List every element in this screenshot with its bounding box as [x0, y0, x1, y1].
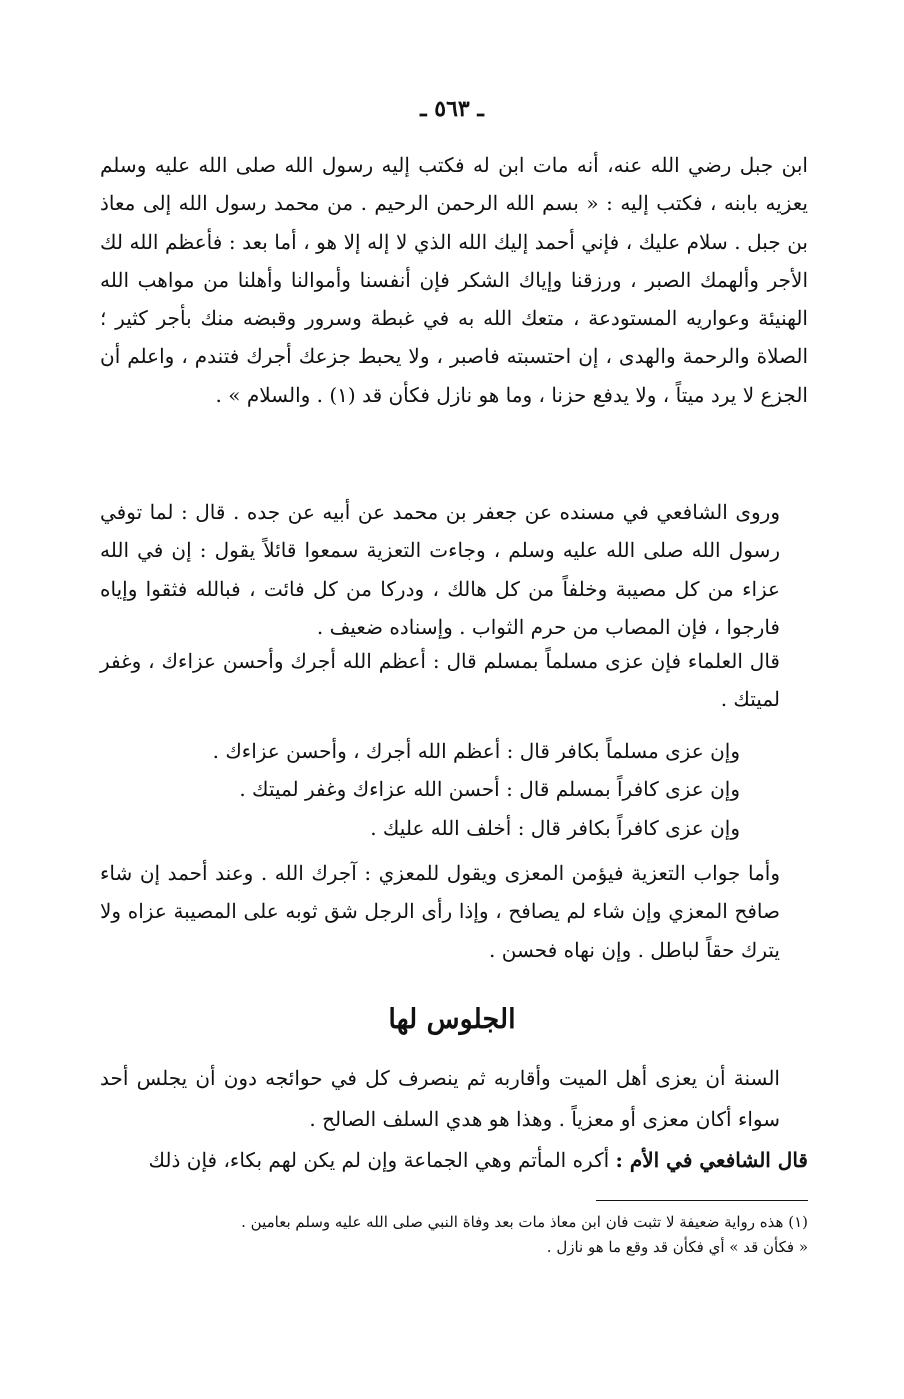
body-paragraph-1 — [100, 146, 808, 414]
body-paragraph-4 — [100, 854, 808, 969]
section-paragraph — [100, 1058, 808, 1181]
paragraph-text: وروى الشافعي في مسنده عن جعفر بن محمد عن أبيه عن جده . قال : لما توفي رسول الله صلى الله عليه وسلم ، وجاءت التعزية سمعوا قائلاً يقول : إن في الله عزاء من كل مصيبة وخلفاً من كل هالك ، ودركا من كل فائت ، فبالله فثقوا وإياه فارجوا ، فإن المصاب من حرم الثواب . وإسناده ضعيف . — [100, 500, 780, 639]
body-paragraph-2 — [100, 493, 808, 646]
footnotes — [100, 1210, 808, 1260]
footnote-item: (١) هذه رواية ضعيفة لا تثبت فان ابن معاذ مات بعد وفاة النبي صلى الله عليه وسلم بعامين . — [241, 1213, 808, 1231]
section-heading: الجلوس لها — [388, 1004, 516, 1035]
page-number: ـ ٥٦٣ ـ — [420, 96, 484, 122]
condolence-cases-list — [140, 732, 740, 847]
list-item: وإن عزى كافراً بمسلم قال : أحسن الله عزاءك وغفر لميتك . — [239, 777, 740, 802]
footnote-item: « فكأن قد » أي فكأن قد وقع ما هو نازل . — [546, 1238, 808, 1256]
paragraph-text: وأما جواب التعزية فيؤمن المعزى ويقول للمعزي : آجرك الله . وعند أحمد إن شاء صافح المعزي وإن شاء لم يصافح ، وإذا رأى الرجل شق ثوبه على المصيبة عزاه ولا يترك حقاً لباطل . وإن نهاه فحسن . — [100, 861, 780, 962]
lead-rest-text: أكره المأتم وهي الجماعة وإن لم يكن لهم بكاء، فإن ذلك — [148, 1148, 610, 1172]
body-paragraph-3 — [100, 642, 808, 719]
lead-bold-text: قال الشافعي في الأم : — [615, 1148, 808, 1172]
list-item: وإن عزى كافراً بكافر قال : أخلف الله عليك . — [370, 815, 740, 840]
footnote-divider — [596, 1200, 808, 1201]
paragraph-text: قال العلماء فإن عزى مسلماً بمسلم قال : أعظم الله أجرك وأحسن عزاءك ، وغفر لميتك . — [100, 649, 780, 712]
list-item: وإن عزى مسلماً بكافر قال : أعظم الله أجرك ، وأحسن عزاءك . — [212, 739, 740, 763]
paragraph-lead — [100, 1140, 808, 1181]
paragraph-text: السنة أن يعزى أهل الميت وأقاربه ثم ينصرف كل في حوائجه دون أن يجلس أحد سواء أكان معزى أو معزياً . وهذا هو هدي السلف الصالح . — [100, 1066, 780, 1131]
paragraph-text: ابن جبل رضي الله عنه، أنه مات ابن له فكتب إليه رسول الله صلى الله عليه وسلم يعزيه بابنه ، فكتب إليه : « بسم الله الرحمن الرحيم . من محمد رسول الله إلى معاذ بن جبل . سلام عليك ، فإني أحمد إليك الله الذي لا إله إلا هو ، أما بعد : فأعظم الله لك الأجر وألهمك الصبر ، ورزقنا وإياك الشكر فإن أنفسنا وأموالنا وأهلنا من مواهب الله الهنيئة وعواريه المستودعة ، متعك الله به في غبطة وسرور وقبضه منك بأجر كثير ؛ الصلاة والرحمة والهدى ، إن احتسبته فاصبر ، ولا يحبط جزعك أجرك فتندم ، واعلم أن الجزع لا يرد ميتاً ، ولا يدفع حزنا ، وما هو نازل فكأن قد (١) . والسلام » . — [100, 153, 808, 407]
